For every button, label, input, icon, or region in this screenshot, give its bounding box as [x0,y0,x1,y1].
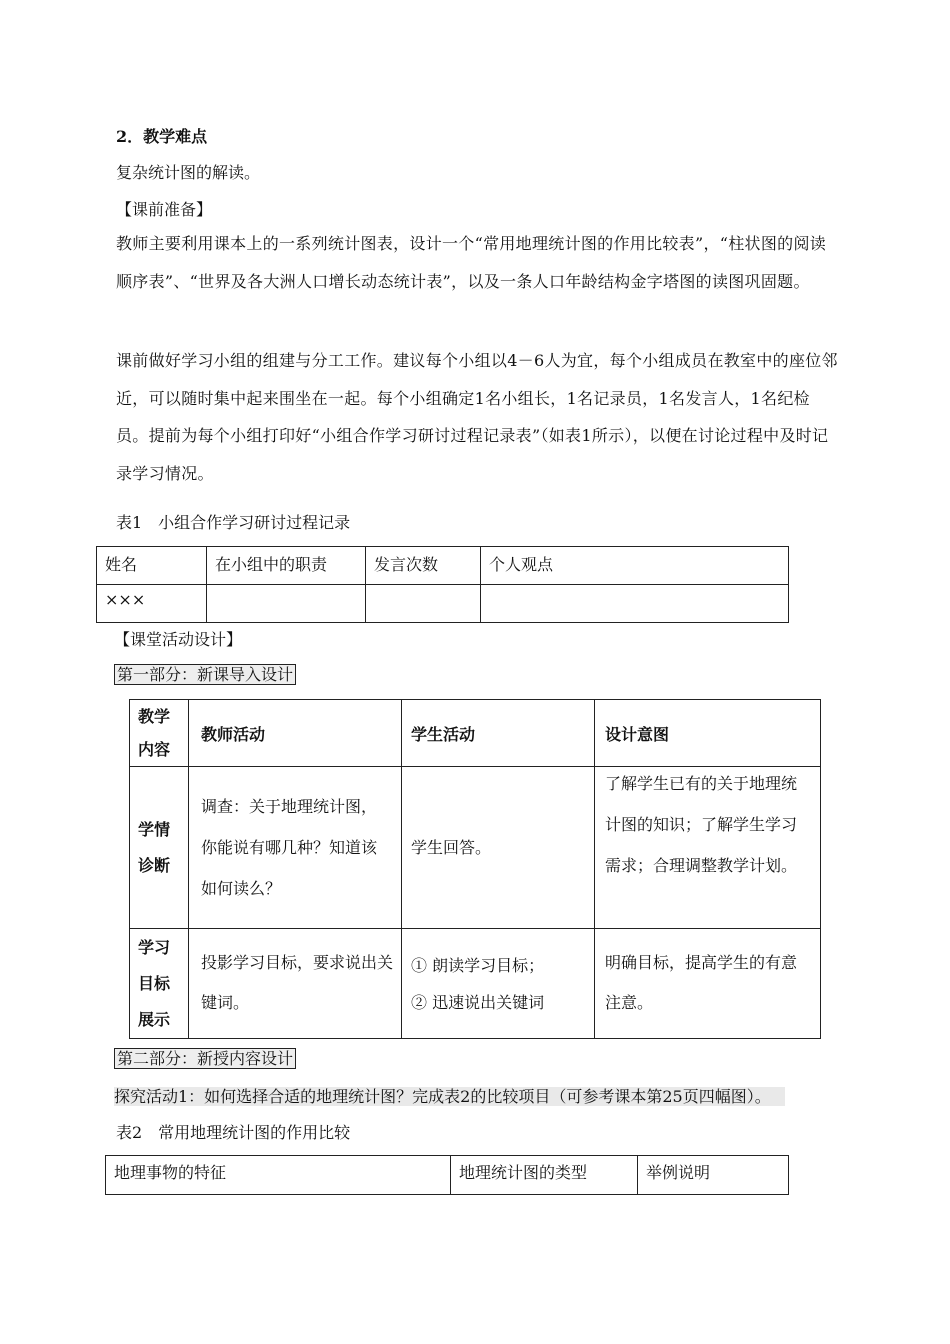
table-header-cell: 姓名 [97,547,207,585]
table-header-cell: 地理统计图的类型 [451,1156,638,1195]
table-cell [130,767,189,929]
table1-caption: 表1 小组合作学习研讨过程记录 [116,513,351,532]
table-cell: 学生回答。 [402,767,595,929]
prep-paragraph-1: 教师主要利用课本上的一系列统计图表，设计一个“常用地理统计图的作用比较表”，“柱状图的阅读顺序表”、“世界及各大洲人口增长动态统计表”，以及一条人口年龄结构金字塔图的读图巩固题。 [116,234,827,291]
table-header-cell [130,700,189,767]
intent-text: 明确目标，提高学生的有意注意。 [605,953,798,1012]
table-row [130,929,821,1039]
table2-caption: 表2 常用地理统计图的作用比较 [116,1123,351,1142]
table-row [97,547,789,585]
prep-paragraph-2: 课前做好学习小组的组建与分工工作。建议每个小组以4－6人为宜，每个小组成员在教室中的座位邻近，可以随时集中起来围坐在一起。每个小组确定1名小组长，1名记录员，1名发言人，1名纪检员。提前为每个小组打印好“小组合作学习研讨过程记录表”（如表1所示），以便在讨论过程中及时记录学习情况。 [116,351,838,483]
table-cell [402,929,595,1039]
table-header-cell: 教师活动 [189,700,402,767]
comparison-table [105,1155,789,1195]
table-header-cell: 个人观点 [481,547,789,585]
table-cell [481,585,789,623]
prep-heading: 【课前准备】 [116,200,213,219]
content-text: 学情诊断 [138,819,171,875]
table-header-cell: 发言次数 [366,547,481,585]
table-header-cell: 学生活动 [402,700,595,767]
table-cell [207,585,366,623]
table-cell [595,929,821,1039]
activity-design-heading: 【课堂活动设计】 [114,630,243,649]
table-header-cell: 地理事物的特征 [106,1156,451,1195]
teacher-activity-text: 调查：关于地理统计图，你能说有哪几种？知道该如何读么？ [201,797,378,898]
header-text: 教学内容 [138,707,171,759]
intent-text: 了解学生已有的关于地理统计图的知识；了解学生学习需求；合理调整教学计划。 [605,774,798,875]
list-item: ② 迅速说出关键词 [411,993,545,1012]
teacher-activity-text: 投影学习目标，要求说出关键词。 [201,953,394,1012]
table-header-cell: 设计意图 [595,700,821,767]
content-text: 学习目标展示 [138,937,171,1029]
part1-label: 第一部分：新课导入设计 [114,664,296,685]
list-item: ① 朗读学习目标； [411,956,545,975]
activity-design-table [129,699,821,1039]
table-cell [130,929,189,1039]
table-cell [189,929,402,1039]
part2-label: 第二部分：新授内容设计 [114,1048,296,1069]
table-cell [595,767,821,929]
inquiry-activity-text: 探究活动1：如何选择合适的地理统计图？完成表2的比较项目（可参考课本第25页四幅图）。 [114,1087,785,1106]
difficulty-text: 复杂统计图的解读。 [116,163,261,182]
table-row [130,700,821,767]
table-header-cell: 在小组中的职责 [207,547,366,585]
table-cell [189,767,402,929]
table-cell [366,585,481,623]
record-table [96,546,789,623]
table-cell: ××× [97,585,207,623]
section-heading-difficulty: 2．教学难点 [116,127,208,146]
table-header-cell: 举例说明 [638,1156,789,1195]
table-row [97,585,789,623]
table-row [106,1156,789,1195]
table-row [130,767,821,929]
